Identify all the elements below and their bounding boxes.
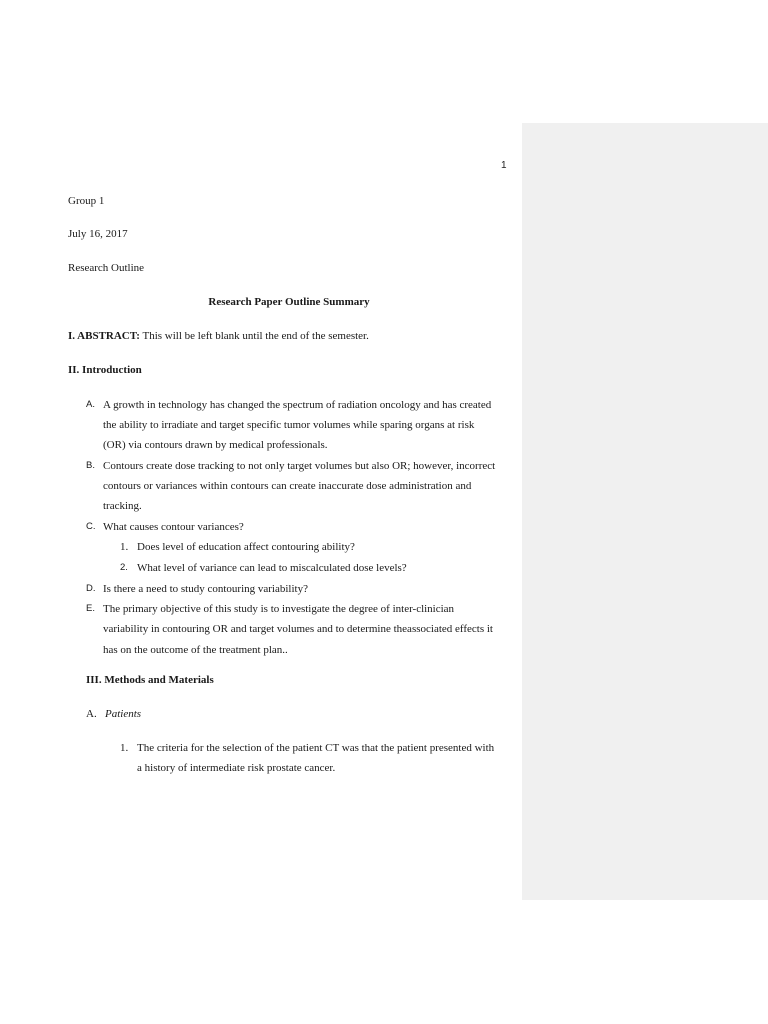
page-number: 1 — [501, 160, 507, 171]
sublist-marker: 1. — [120, 541, 129, 553]
list-item-text: the ability to irradiate and target specific tumor volumes while sparing organs at risk — [103, 419, 475, 431]
methods-heading: III. Methods and Materials — [86, 674, 214, 686]
list-item-text: a history of intermediate risk prostate cancer. — [137, 762, 336, 774]
comment-margin-pane — [522, 123, 768, 900]
introduction-heading: II. Introduction — [68, 364, 142, 376]
list-marker: A. — [86, 399, 95, 410]
page-title: Research Paper Outline Summary — [208, 296, 370, 308]
list-item-text: tracking. — [103, 500, 142, 512]
sublist-item-text: What level of variance can lead to miscalculated dose levels? — [137, 562, 407, 574]
list-item-text: (OR) via contours drawn by medical professionals. — [103, 439, 328, 451]
list-item-text: A growth in technology has changed the spectrum of radiation oncology and has created — [103, 399, 492, 411]
group-name: Group 1 — [68, 195, 105, 207]
list-item-text: contours or variances within contours can create inaccurate dose administration and — [103, 480, 472, 492]
list-item-text: Contours create dose tracking to not only target volumes but also OR; however, incorrect — [103, 460, 496, 472]
subsection-marker: A. — [86, 708, 97, 720]
list-item-text: The criteria for the selection of the patient CT was that the patient presented with — [137, 742, 495, 754]
list-item-text: What causes contour variances? — [103, 521, 244, 533]
document-date: July 16, 2017 — [68, 228, 128, 240]
list-item-text: has on the outcome of the treatment plan.. — [103, 644, 288, 656]
abstract-paragraph — [68, 329, 369, 343]
list-marker: B. — [86, 460, 95, 471]
list-marker: E. — [86, 603, 95, 614]
list-item-text: The primary objective of this study is to investigate the degree of inter-clinician — [103, 603, 455, 615]
list-marker: 1. — [120, 742, 129, 754]
abstract-label: I. ABSTRACT: — [68, 330, 140, 342]
list-item-text: variability in contouring OR and target volumes and to determine theassociated effects it — [103, 623, 493, 635]
list-item-text: Is there a need to study contouring variability? — [103, 583, 308, 595]
sublist-item-text: Does level of education affect contouring ability? — [137, 541, 355, 553]
list-marker: C. — [86, 521, 96, 532]
abstract-text: This will be left blank until the end of the semester. — [139, 330, 369, 342]
subsection-title: Patients — [105, 708, 142, 720]
course-title: Research Outline — [68, 262, 145, 274]
sublist-marker: 2. — [120, 562, 128, 573]
list-marker: D. — [86, 583, 96, 594]
